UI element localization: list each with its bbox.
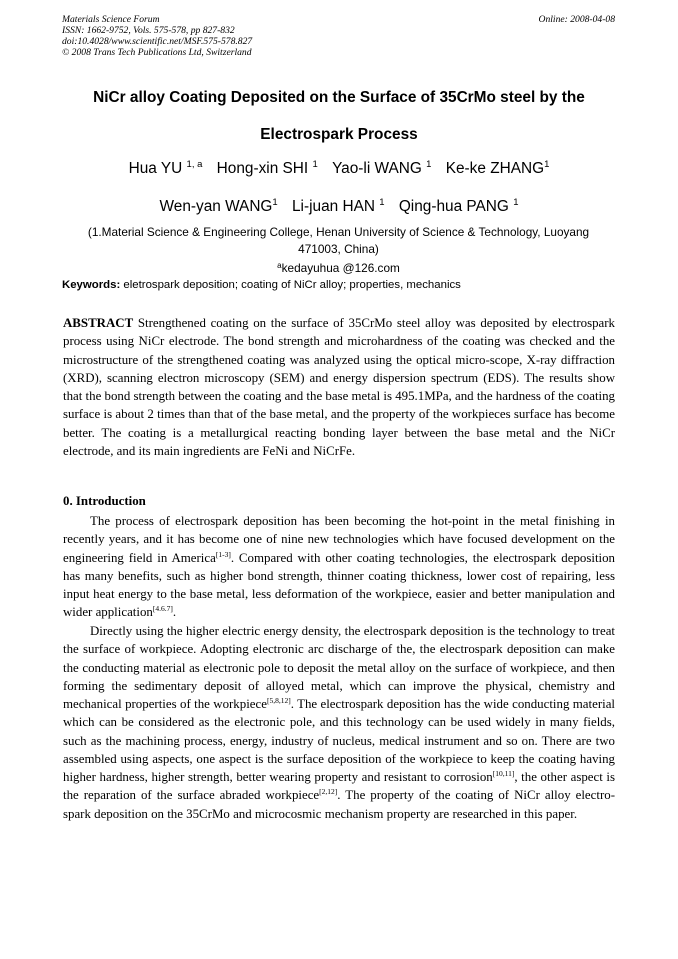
- intro-paragraph-1: [63, 512, 615, 622]
- paper-title-line-2: Electrospark Process: [260, 126, 418, 143]
- author-name: Ke-ke ZHANG: [445, 160, 545, 177]
- author: [129, 160, 203, 177]
- author-affiliation-mark: 1: [544, 159, 550, 170]
- intro-paragraph-2: [63, 622, 615, 823]
- citation: [1-3]: [215, 549, 231, 559]
- keywords: [62, 279, 622, 291]
- paragraph-text: . Compared with other coating technologies, the electrospark deposition has many benefits, such as higher bond strength, thinner coating thickness, lower cost of repairing, less input heat energy to the base metal, less deformation of the workpiece, easier and better manipulation and wider application: [63, 550, 615, 620]
- affiliation-line-2: 471003, China): [298, 242, 379, 256]
- issn-line: ISSN: 1662-9752, Vols. 575-578, pp 827-832: [62, 25, 235, 36]
- paragraph-text: .: [172, 605, 177, 620]
- paragraph-text: , the other aspect is the reparation of the surface abraded workpiece: [63, 770, 616, 803]
- email-address: kedayuhua @126.com: [281, 261, 400, 275]
- journal-header: [62, 14, 615, 58]
- author-affiliation-mark: 1, a: [186, 159, 203, 170]
- citation: [10,11]: [492, 769, 515, 778]
- author-line-1: [40, 160, 638, 178]
- paragraph-text: . The property of the coating of NiCr alloy electro-spark deposition on the 35CrMo and microcosmic mechanism property are researched in this paper.: [63, 788, 615, 821]
- author-name: Hong-xin SHI: [216, 160, 309, 177]
- author-name: Hua YU: [128, 160, 183, 177]
- citation: [4.6.7]: [152, 604, 173, 614]
- affiliation-line-1: (1.Material Science & Engineering College, Henan University of Science & Technology, Luoyang: [87, 225, 590, 239]
- author-name: Qing-hua PANG: [398, 198, 509, 215]
- journal-name: Materials Science Forum: [62, 14, 160, 25]
- author: [332, 160, 431, 177]
- online-date: Online: 2008-04-08: [538, 14, 615, 25]
- abstract-text: Strengthened coating on the surface of 35CrMo steel alloy was deposited by electrospark process using NiCr electrode. The bond strength and microhardness of the coating was checked and the microstructure of the strengthened coating was analyzed using the optical micro-scope, X-ray diffraction (XRD), scanning electron microscopy (SEM) and energy dispersion spectrum (EDS). The results show that the bond strength between the coating and the base metal is 495.1MPa, and the hardness of the coating surface is about 2 times than that of the base metal, and the property of the workpieces surface has become better. The coating is a metallurgical reacting bonding layer between the base metal and the NiCr electrode, and its main ingredients are FeNi and NiCrFe.: [63, 316, 615, 458]
- author: [292, 198, 385, 215]
- abstract-label: ABSTRACT: [63, 316, 134, 330]
- section-heading-introduction: 0. Introduction: [63, 494, 146, 508]
- paragraph-text: Directly using the higher electric energy density, the electrospark deposition is the technology to treat the surface of workpiece. Adopting electronic arc discharge of the, the electrospark deposition can make the conducting material as electronic pole to deposit the metal alloy on the surface of workpiece, and then forming the sedimentary deposit of alloyed metal, which can improve the physical, chemistry and mechanical properties of the workpiece: [63, 624, 615, 711]
- author-affiliation-mark: 1: [513, 197, 519, 208]
- author-name: Wen-yan WANG: [159, 198, 273, 215]
- paragraph-text: The process of electrospark deposition has been becoming the hot-point in the metal finishing in recently years, and it has become one of nine new technologies which have focused development on the engineering field in America: [63, 514, 615, 565]
- citation: [2,12]: [319, 787, 338, 797]
- affiliation: [62, 224, 615, 258]
- author: [399, 198, 519, 215]
- author-affiliation-mark: 1: [426, 159, 432, 170]
- author-line-2: [40, 198, 638, 216]
- paper-title-line-1: NiCr alloy Coating Deposited on the Surface of 35CrMo steel by the: [93, 89, 585, 106]
- author-email: [62, 260, 615, 277]
- author-affiliation-mark: 1: [312, 159, 318, 170]
- keywords-label: Keywords:: [62, 279, 121, 291]
- author-name: Li-juan HAN: [291, 198, 375, 215]
- author: [446, 160, 550, 177]
- author-name: Yao-li WANG: [332, 160, 422, 177]
- abstract: [63, 314, 615, 460]
- keywords-text: eletrospark deposition; coating of NiCr alloy; properties, mechanics: [123, 279, 461, 291]
- author: [160, 198, 278, 215]
- author: [217, 160, 318, 177]
- author-affiliation-mark: 1: [379, 197, 385, 208]
- citation: [5,8,12]: [266, 696, 291, 705]
- paragraph-text: . The electrospark deposition has the wide conducting material which can be considered as the electronic pole, and this technology can be used widely in many fields, such as the machining process, energy, industry of nucleus, medical instrument and so on. There are two assembled using aspects, one aspect is the surface deposition of the workpiece to keep the coating having higher hardness, higher strength, better wearing property and resistant to corrosion: [63, 697, 615, 784]
- author-affiliation-mark: 1: [272, 197, 278, 208]
- copyright-line: © 2008 Trans Tech Publications Ltd, Switzerland: [62, 47, 252, 58]
- email-mark: a: [277, 261, 282, 270]
- doi-line: doi:10.4028/www.scientific.net/MSF.575-578.827: [62, 36, 253, 47]
